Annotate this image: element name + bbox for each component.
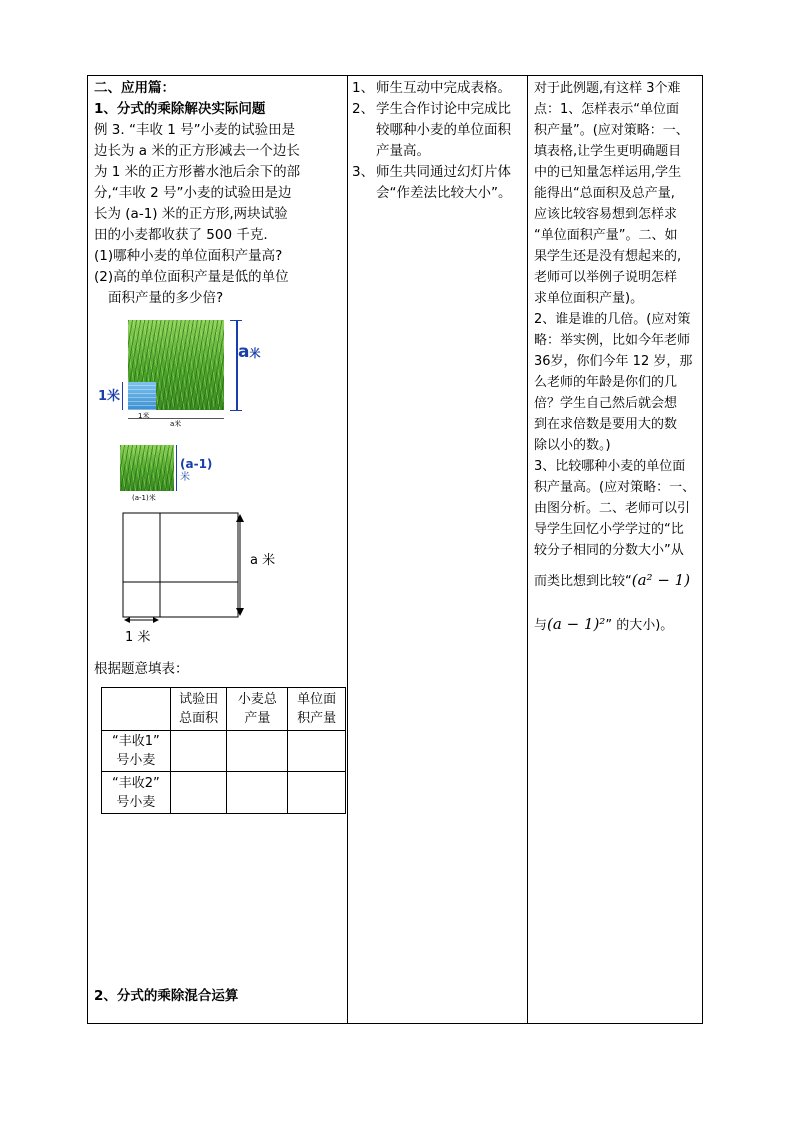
notes-column: [534, 76, 700, 1023]
question-2: (2)高的单位面积产量是低的单位: [94, 269, 289, 285]
note-line: 应该比较容易想到怎样求: [534, 207, 678, 222]
note-line: 2、谁是谁的几倍。(应对策: [534, 312, 691, 327]
note-line: 对于此例题,有这样 3个难: [534, 81, 681, 96]
fill-in-table: [101, 687, 346, 814]
section-title: 二、应用篇：: [94, 80, 175, 96]
table-empty-cell[interactable]: [227, 731, 288, 772]
note-line: 果学生还是没有想起来的,: [534, 249, 682, 264]
column-divider: [347, 76, 348, 1023]
note-line: 由图分析。二、老师可以引: [534, 501, 691, 516]
a-label: a: [238, 342, 250, 362]
example-line: 例 3. “丰收 1 号”小麦的试验田是: [94, 122, 296, 138]
note-line: 36岁，你们今年 12 岁，那: [534, 354, 693, 369]
example-line: 长为 (a-1) 米的正方形,两块试验: [94, 206, 288, 222]
example-line: 分,“丰收 2 号”小麦的试验田是边: [94, 185, 292, 201]
note-line: 中的已知量怎样运用,学生: [534, 165, 682, 180]
note-line: 填表格,让学生更明确题目: [534, 144, 682, 159]
activity-column: [352, 76, 524, 1023]
sub-title: 1、分式的乘除解决实际问题: [94, 101, 266, 117]
example-line: 为 1 米的正方形蓄水池后余下的部: [94, 164, 301, 180]
note-line: 导学生回忆小学学过的“比: [534, 522, 684, 537]
lesson-plan-table: [87, 75, 703, 1024]
row-label-cell: “丰收1” 号小麦: [102, 731, 171, 772]
table-header-cell: 单位面 积产量: [288, 688, 346, 731]
table-empty-cell[interactable]: [227, 772, 288, 814]
note-line: 3、比较哪种小麦的单位面: [534, 459, 686, 474]
small-a-minus-1-label: (a-1)米: [132, 494, 156, 502]
a-minus-1-label: (a-1): [180, 457, 213, 471]
table-header-cell: 试验田 总面积: [170, 688, 227, 731]
note-line: 到在求倍数是要用大的数: [534, 417, 678, 432]
square-diagram: [94, 510, 344, 650]
dimension-arrow: [236, 320, 238, 410]
example-line: 田的小麦都收获了 500 千克.: [94, 227, 268, 243]
question-1: (1)哪种小麦的单位面积产量高?: [94, 248, 283, 264]
content-column: [94, 76, 342, 1023]
formula-line-2: 与(a − 1)²” 的大小)。: [534, 615, 674, 633]
section-2-title: 2、分式的乘除混合运算: [94, 988, 239, 1004]
table-header-row: [102, 688, 346, 731]
note-line: 倍？学生自己然后就会想: [534, 396, 678, 411]
a-meter-label: a 米: [250, 553, 276, 568]
note-line: 求单位面积产量)。: [534, 291, 644, 306]
activity-item: [352, 162, 524, 204]
field-figure-2: [94, 442, 344, 502]
item-number: 2、: [352, 101, 375, 117]
table-row: [102, 772, 346, 814]
note-line: 么老师的年龄是你们的几: [534, 375, 678, 390]
question-2-cont: 面积产量的多少倍?: [108, 290, 224, 306]
item-text: 师生共同通过幻灯片体会“作差法比较大小”。: [376, 164, 512, 201]
table-corner-cell: [102, 688, 171, 731]
note-line: 能得出“总面积及总产量,: [534, 186, 675, 201]
row-label-cell: “丰收2” 号小麦: [102, 772, 171, 814]
item-text: 学生合作讨论中完成比较哪种小麦的单位面积产量高。: [376, 101, 511, 159]
table-row: [102, 731, 346, 772]
note-line: 较分子相同的分数大小”从: [534, 543, 684, 558]
a-unit: 米: [249, 347, 261, 360]
note-line: 积产量高。(应对策略：一、: [534, 480, 696, 495]
note-line: 点：1、怎样表示“单位面: [534, 102, 680, 117]
table-empty-cell[interactable]: [170, 731, 227, 772]
pond-image: [128, 382, 156, 410]
note-line: 除以小的数。): [534, 438, 611, 453]
small-a-label: a米: [170, 420, 182, 428]
one-meter-label: 1米: [98, 389, 121, 404]
item-number: 3、: [352, 164, 375, 180]
formula-a-squared-minus-1: (a² − 1): [631, 571, 691, 589]
wheat-field-image-small: [120, 445, 174, 491]
field-figure-1: [94, 316, 344, 436]
table-empty-cell[interactable]: [288, 731, 346, 772]
item-number: 1、: [352, 80, 375, 96]
item-text: 师生互动中完成表格。: [376, 80, 511, 96]
note-line: 略：举实例，比如今年老师: [534, 333, 691, 348]
example-line: 边长为 a 米的正方形减去一个边长: [94, 143, 300, 159]
activity-item: [352, 78, 524, 99]
a-minus-1-unit: 米: [180, 472, 190, 483]
one-meter-label-2: 1 米: [125, 630, 151, 645]
table-empty-cell[interactable]: [288, 772, 346, 814]
formula-a-minus-1-squared: (a − 1)²: [547, 615, 606, 633]
note-line: “单位面积产量”。二、如: [534, 228, 678, 243]
table-header-cell: 小麦总 产量: [227, 688, 288, 731]
activity-item: [352, 99, 524, 162]
table-empty-cell[interactable]: [170, 772, 227, 814]
note-line: 积产量”。(应对策略：一、: [534, 123, 689, 138]
small-one-label: 1米: [138, 412, 150, 420]
formula-line-1: 而类比想到比较“(a² − 1): [534, 571, 691, 589]
column-divider: [527, 76, 528, 1023]
note-line: 老师可以举例子说明怎样: [534, 270, 678, 285]
table-intro: 根据题意填表：: [94, 661, 189, 677]
